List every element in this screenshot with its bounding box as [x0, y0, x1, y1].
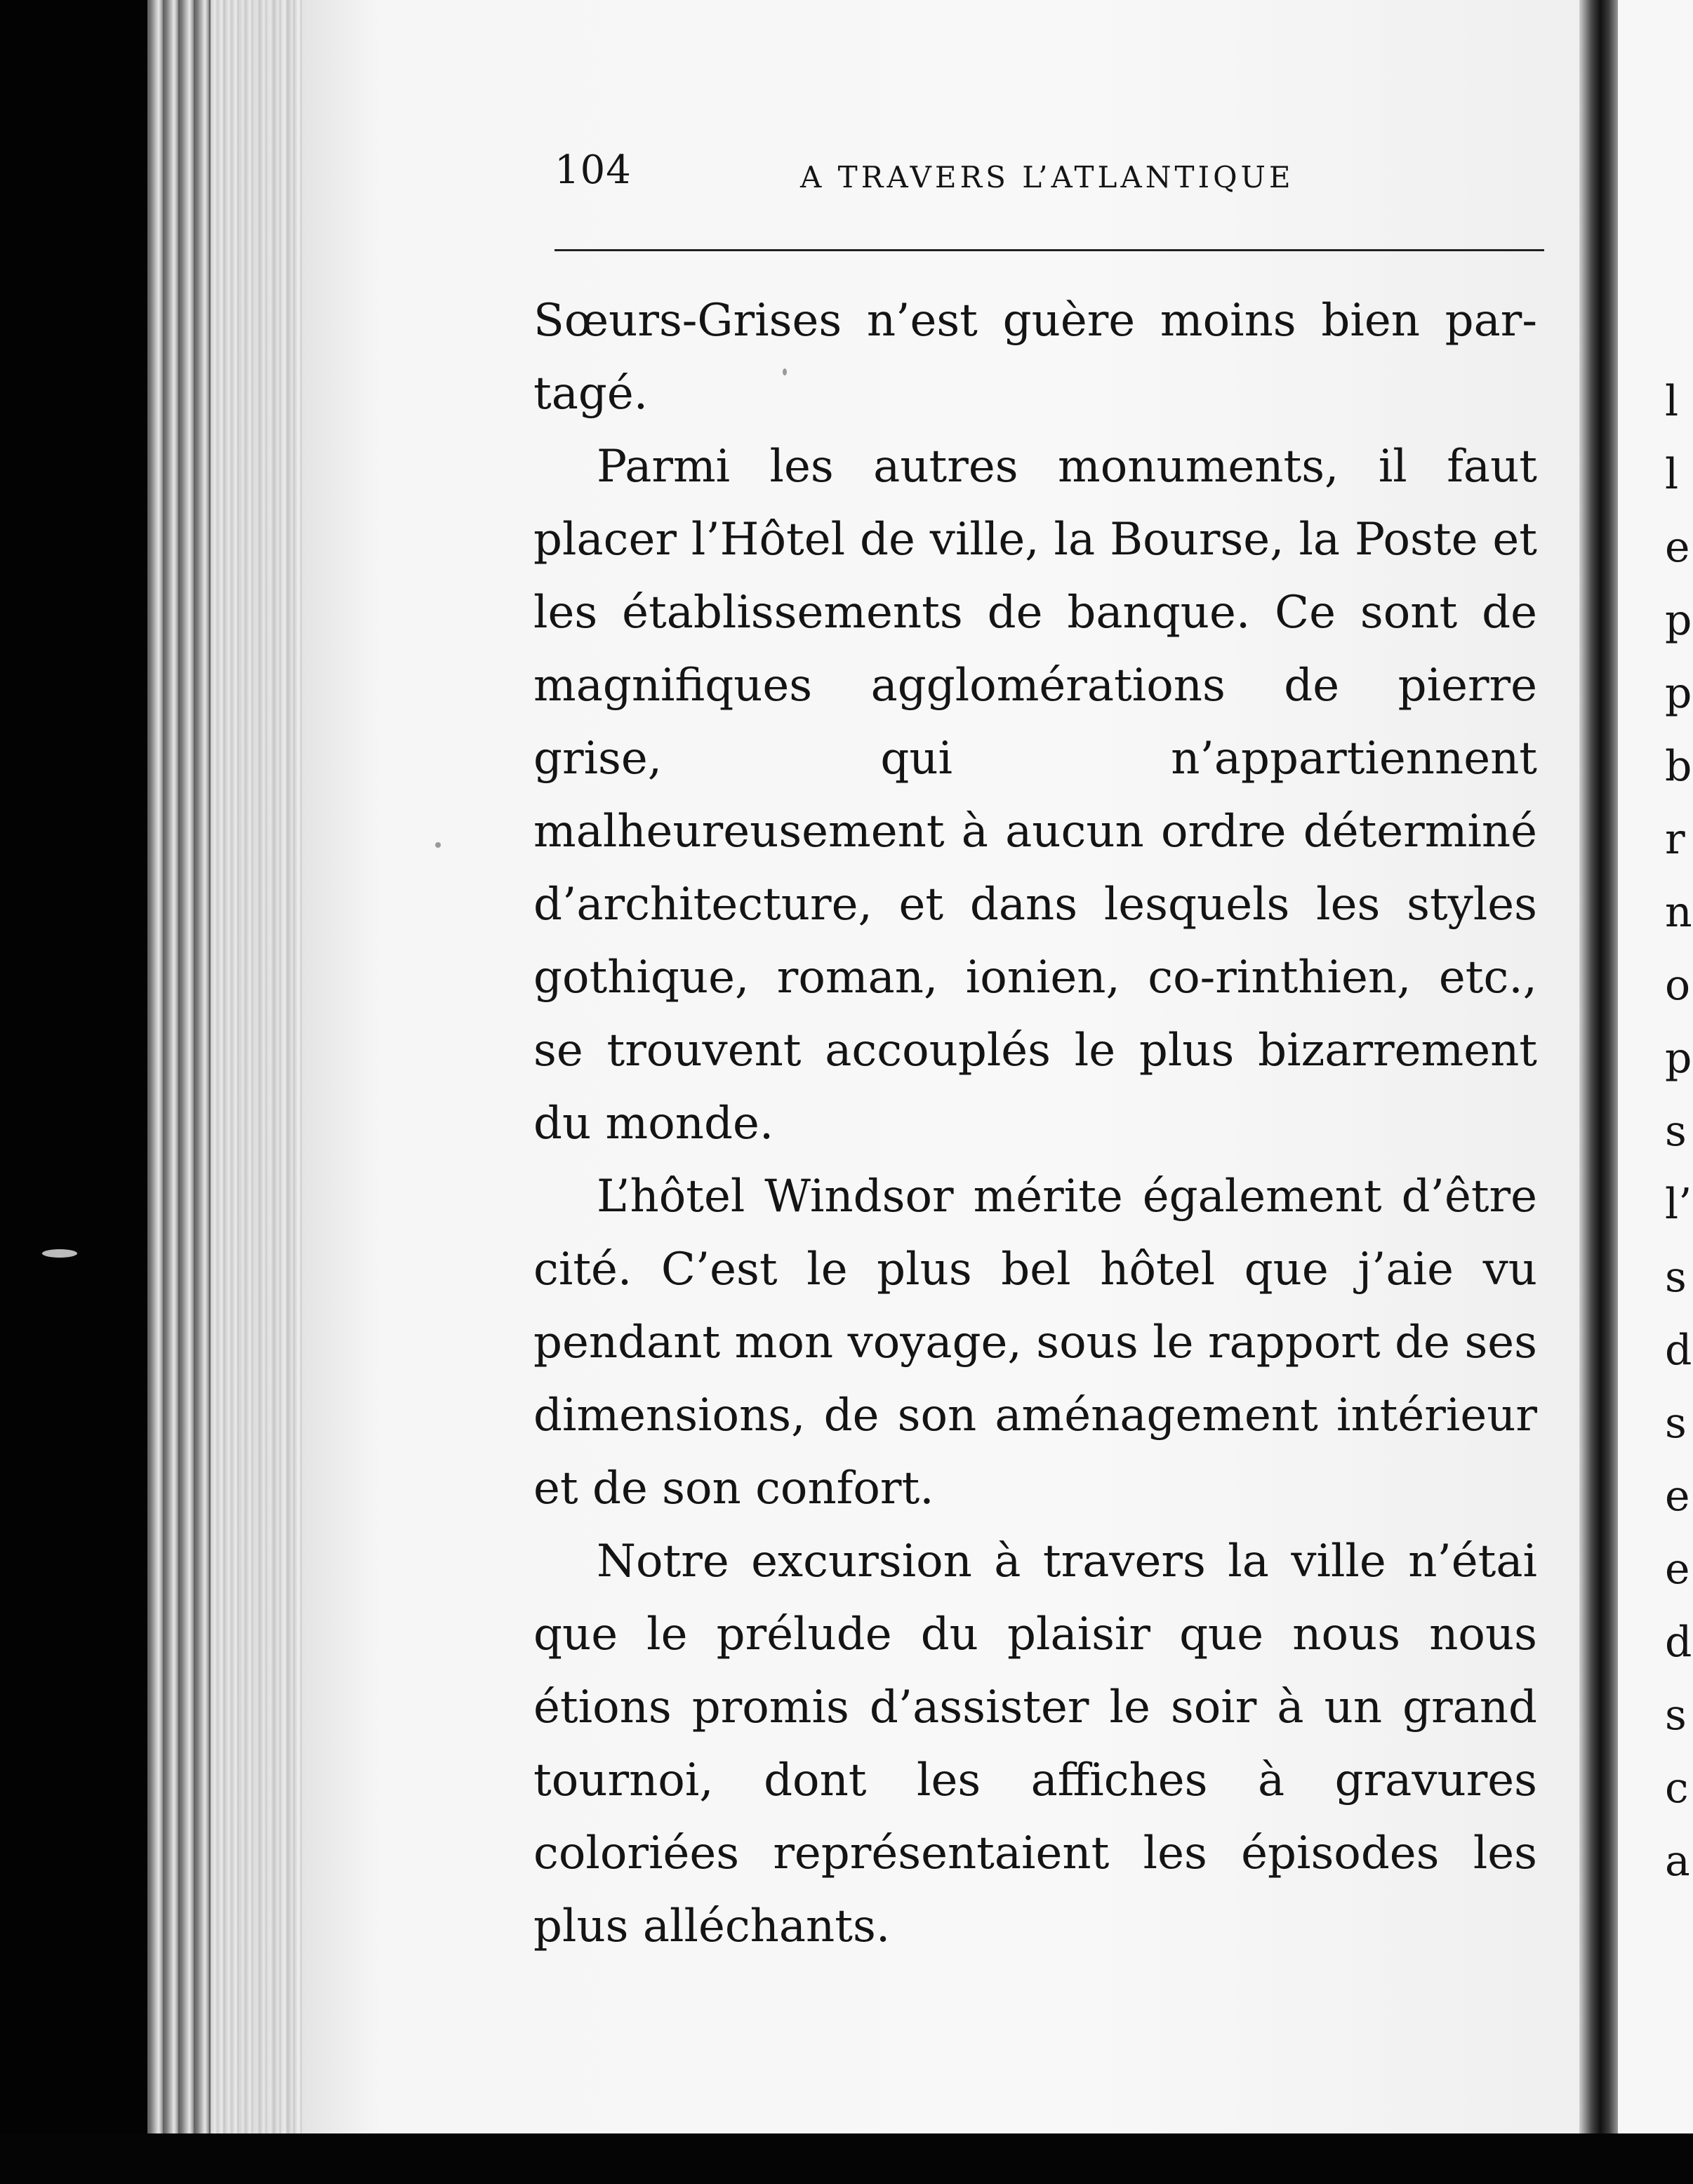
header-rule	[555, 249, 1544, 251]
next-page-letter: s	[1665, 1399, 1687, 1448]
paragraph-2: Parmi les autres monuments, il faut placer l’Hôtel de ville, la Bourse, la Poste et les établissements de banque. Ce sont de magnifiques agglomérations de pierre grise, qui n’appartiennent malheureusement à aucun ordre déterminé d’architecture, et dans lesquels les styles gothique, roman, ionien, co-rinthien, etc., se trouvent accouplés le plus bizarrement du monde.	[533, 441, 1537, 1150]
next-page-truncated-text	[1665, 365, 1693, 1898]
scan-border-bottom	[0, 2133, 1693, 2184]
next-page-letter: o	[1665, 961, 1691, 1010]
paragraph-4: Notre excursion à travers la ville n’étai que le prélude du plaisir que nous nous étions promis d’assister le soir à un grand tournoi, dont les affiches à gravures coloriées représentaient les épisodes les plus alléchants.	[533, 1536, 1537, 1952]
book-page-edges-inner	[211, 0, 302, 2133]
next-page-letter: d	[1665, 1618, 1692, 1667]
next-page-letter: p	[1665, 596, 1692, 645]
next-page-letter: l	[1665, 377, 1679, 426]
next-page-letter: s	[1665, 1253, 1687, 1302]
next-page-letter: a	[1665, 1837, 1690, 1886]
body-text	[533, 284, 1537, 1963]
next-page-letter: s	[1665, 1691, 1687, 1740]
next-page-letter: e	[1665, 523, 1690, 572]
next-page-letter: l	[1665, 450, 1679, 499]
next-page-letter: p	[1665, 669, 1692, 718]
next-page-letter: b	[1665, 742, 1692, 791]
next-page-letter: d	[1665, 1326, 1692, 1375]
next-page-letter: l’	[1665, 1180, 1692, 1229]
page-number: 104	[555, 147, 632, 193]
next-page-letter: e	[1665, 1472, 1690, 1521]
scan-speck	[435, 842, 441, 848]
next-page-letter: r	[1665, 815, 1685, 864]
scan-speck	[42, 1249, 77, 1258]
scan-speck	[783, 368, 787, 375]
next-page-letter: s	[1665, 1107, 1687, 1156]
scan-border-left	[0, 0, 147, 2184]
paragraph-1: Sœurs-Grises n’est guère moins bien par-tagé.	[533, 295, 1537, 420]
next-page-letter: e	[1665, 1545, 1690, 1594]
next-page-letter: p	[1665, 1034, 1692, 1083]
running-head	[555, 147, 1551, 204]
running-title: A TRAVERS L’ATLANTIQUE	[800, 160, 1294, 194]
book-gutter	[1579, 0, 1621, 2133]
next-page-letter: c	[1665, 1764, 1689, 1813]
paragraph-3: L’hôtel Windsor mérite également d’être cité. C’est le plus bel hôtel que j’aie vu pendant mon voyage, sous le rapport de ses dimensions, de son aménagement intérieur et de son confort.	[533, 1171, 1537, 1514]
next-page-letter: n	[1665, 888, 1692, 937]
